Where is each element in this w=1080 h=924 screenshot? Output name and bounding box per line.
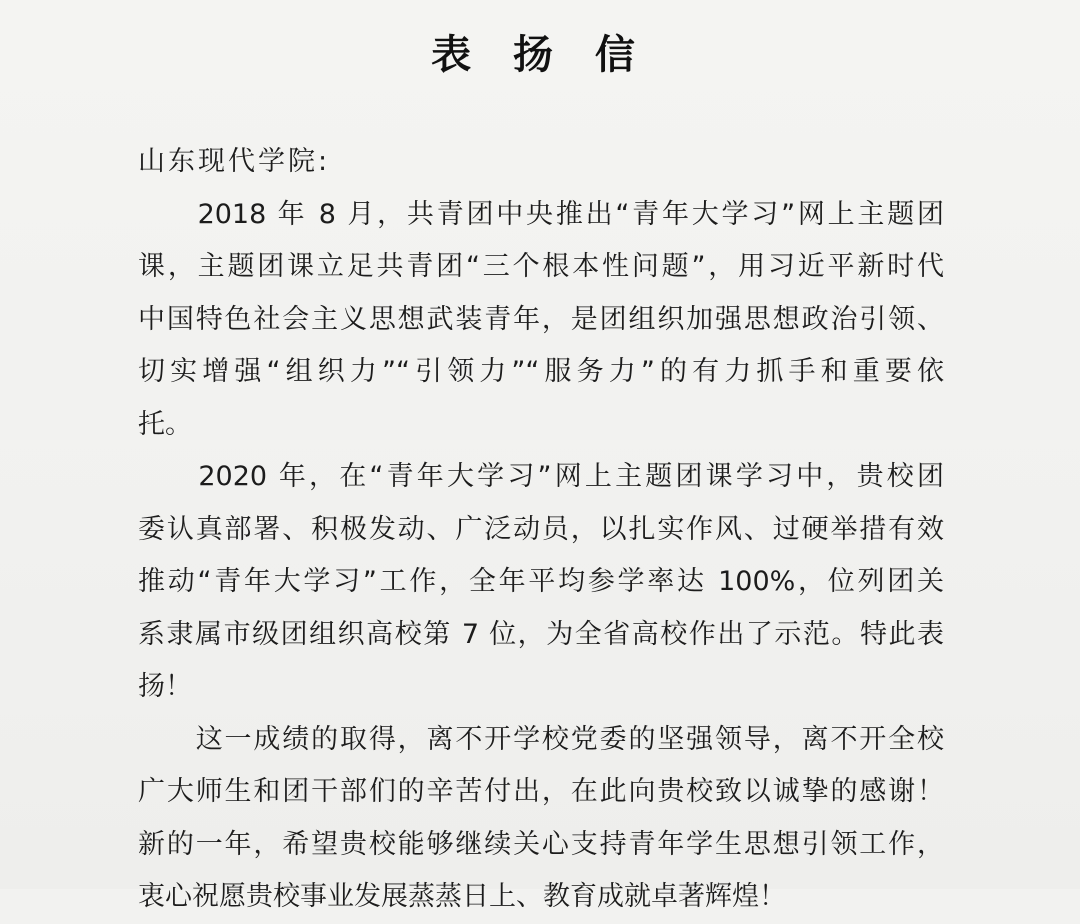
letter-body	[138, 136, 944, 924]
paragraph-2	[138, 451, 944, 714]
paragraph-line: 切实增强“组织力”“引领力”“服务力”的有力抓手和重要依	[138, 356, 944, 387]
paragraph-line: 衷心祝愿贵校事业发展蒸蒸日上、教育成就卓著辉煌！	[138, 881, 786, 912]
paragraph-line: 中国特色社会主义思想武装青年，是团组织加强思想政治引领、	[138, 303, 944, 335]
paragraph-line: 扬！	[138, 671, 192, 702]
paragraph-line: 广大师生和团干部们的辛苦付出，在此向贵校致以诚挚的感谢！	[138, 776, 944, 807]
paragraph-1	[138, 189, 944, 452]
paragraph-3	[138, 714, 944, 924]
paragraph-line: 这一成绩的取得，离不开学校党委的坚强领导，离不开全校	[138, 723, 944, 755]
paragraph-line: 推动“青年大学习”工作，全年平均参学率达 100%，位列团关	[138, 566, 944, 597]
paragraph-line: 委认真部署、积极发动、广泛动员，以扎实作风、过硬举措有效	[138, 513, 944, 545]
paragraph-line: 2020 年，在“青年大学习”网上主题团课学习中，贵校团	[138, 461, 944, 492]
paragraph-line: 托。	[138, 408, 192, 440]
paragraph-line: 课，主题团课立足共青团“三个根本性问题”，用习近平新时代	[138, 251, 944, 282]
letter-title: 表 扬 信	[431, 31, 649, 78]
paragraph-line: 2018 年 8 月，共青团中央推出“青年大学习”网上主题团	[138, 198, 944, 230]
salutation: 山东现代学院:	[138, 146, 331, 177]
paragraph-line: 新的一年，希望贵校能够继续关心支持青年学生思想引领工作，	[138, 828, 944, 860]
paragraph-line: 系隶属市级团组织高校第 7 位，为全省高校作出了示范。特此表	[138, 618, 944, 650]
